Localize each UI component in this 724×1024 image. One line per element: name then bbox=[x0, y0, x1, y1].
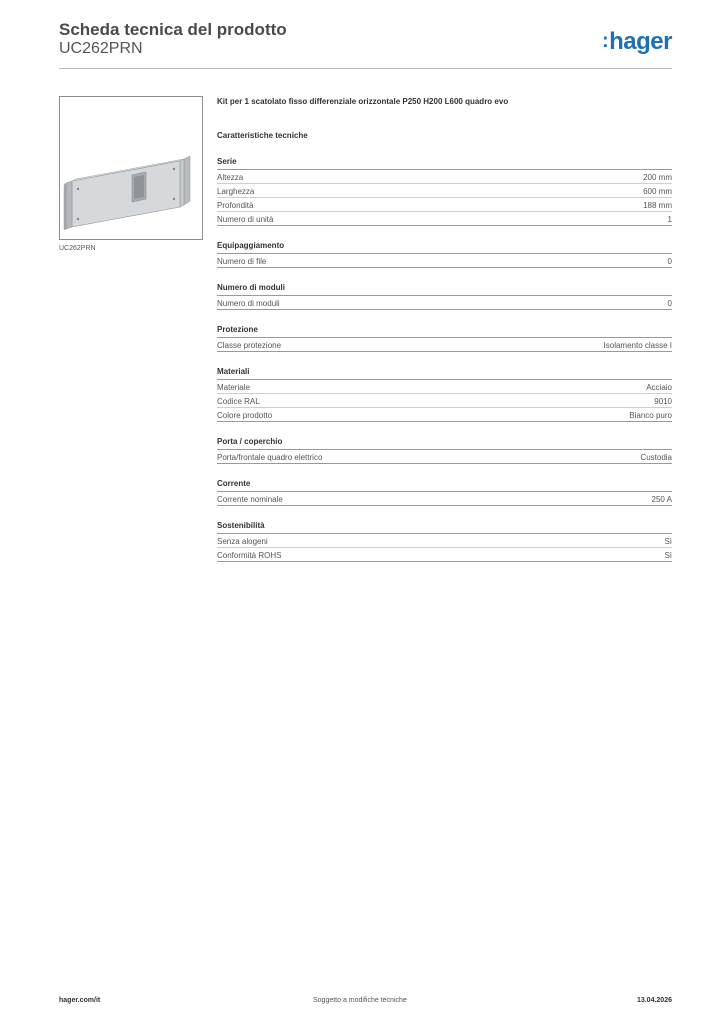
hager-logo: :hager bbox=[601, 28, 672, 55]
spec-value: Sì bbox=[664, 537, 672, 546]
footer-note: Soggetto a modifiche tecniche bbox=[313, 997, 407, 1004]
section-rows bbox=[217, 450, 672, 464]
section-title: Equipaggiamento bbox=[217, 240, 672, 254]
spec-section bbox=[217, 240, 672, 268]
logo-text: hager bbox=[609, 28, 672, 55]
section-title: Serie bbox=[217, 156, 672, 170]
section-rows bbox=[217, 296, 672, 310]
spec-label: Larghezza bbox=[217, 187, 255, 196]
spec-row bbox=[217, 198, 672, 212]
spec-row bbox=[217, 170, 672, 184]
spec-section bbox=[217, 436, 672, 464]
spec-row bbox=[217, 296, 672, 310]
spec-row bbox=[217, 184, 672, 198]
spec-row bbox=[217, 394, 672, 408]
spec-row bbox=[217, 534, 672, 548]
spec-value: Custodia bbox=[640, 453, 672, 462]
section-rows bbox=[217, 534, 672, 562]
section-rows bbox=[217, 254, 672, 268]
section-title: Materiali bbox=[217, 366, 672, 380]
spec-row bbox=[217, 380, 672, 394]
spec-value: Bianco puro bbox=[629, 411, 672, 420]
document-title: Scheda tecnica del prodotto bbox=[59, 20, 287, 39]
spec-value: 600 mm bbox=[643, 187, 672, 196]
product-panel-illustration bbox=[60, 97, 202, 239]
section-rows bbox=[217, 338, 672, 352]
section-title: Numero di moduli bbox=[217, 282, 672, 296]
spec-row bbox=[217, 492, 672, 506]
spec-label: Codice RAL bbox=[217, 397, 260, 406]
spec-value: 0 bbox=[667, 299, 672, 308]
spec-value: 9010 bbox=[654, 397, 672, 406]
spec-label: Altezza bbox=[217, 173, 244, 182]
spec-label: Classe protezione bbox=[217, 341, 282, 350]
section-title: Porta / coperchio bbox=[217, 436, 672, 450]
spec-sections bbox=[217, 156, 672, 562]
spec-label: Numero di unità bbox=[217, 215, 274, 224]
spec-row bbox=[217, 450, 672, 464]
section-rows bbox=[217, 380, 672, 422]
spec-value: 200 mm bbox=[643, 173, 672, 182]
spec-section bbox=[217, 282, 672, 310]
spec-row bbox=[217, 408, 672, 422]
spec-label: Senza alogeni bbox=[217, 537, 268, 546]
spec-label: Colore prodotto bbox=[217, 411, 273, 420]
product-description: Kit per 1 scatolato fisso differenziale orizzontale P250 H200 L600 quadro evo bbox=[217, 97, 509, 106]
spec-value: 188 mm bbox=[643, 201, 672, 210]
spec-row bbox=[217, 212, 672, 226]
spec-value: Isolamento classe I bbox=[603, 341, 672, 350]
spec-label: Numero di moduli bbox=[217, 299, 280, 308]
section-title: Protezione bbox=[217, 324, 672, 338]
spec-row bbox=[217, 338, 672, 352]
product-image bbox=[59, 96, 203, 240]
section-title: Corrente bbox=[217, 478, 672, 492]
spec-label: Porta/frontale quadro elettrico bbox=[217, 453, 323, 462]
spec-value: 250 A bbox=[651, 495, 672, 504]
spec-value: 1 bbox=[667, 215, 672, 224]
section-rows bbox=[217, 492, 672, 506]
spec-heading: Caratteristiche tecniche bbox=[217, 131, 308, 140]
spec-section bbox=[217, 366, 672, 422]
spec-row bbox=[217, 548, 672, 562]
spec-label: Conformità ROHS bbox=[217, 551, 282, 560]
spec-section bbox=[217, 324, 672, 352]
spec-row bbox=[217, 254, 672, 268]
spec-value: Acciaio bbox=[646, 383, 672, 392]
header-divider bbox=[59, 68, 672, 69]
image-caption: UC262PRN bbox=[59, 245, 96, 252]
footer-date: 13.04.2026 bbox=[636, 997, 672, 1004]
product-code: UC262PRN bbox=[59, 40, 143, 57]
spec-value: Sì bbox=[664, 551, 672, 560]
spec-section bbox=[217, 520, 672, 562]
page-header bbox=[59, 20, 672, 58]
spec-label: Numero di file bbox=[217, 257, 267, 266]
spec-section bbox=[217, 478, 672, 506]
section-title: Sostenibilità bbox=[217, 520, 672, 534]
spec-section bbox=[217, 156, 672, 226]
spec-label: Corrente nominale bbox=[217, 495, 283, 504]
spec-content bbox=[217, 96, 672, 562]
spec-label: Materiale bbox=[217, 383, 250, 392]
footer-website[interactable]: hager.com/it bbox=[59, 997, 101, 1004]
spec-value: 0 bbox=[667, 257, 672, 266]
section-rows bbox=[217, 170, 672, 226]
spec-label: Profondità bbox=[217, 201, 254, 210]
